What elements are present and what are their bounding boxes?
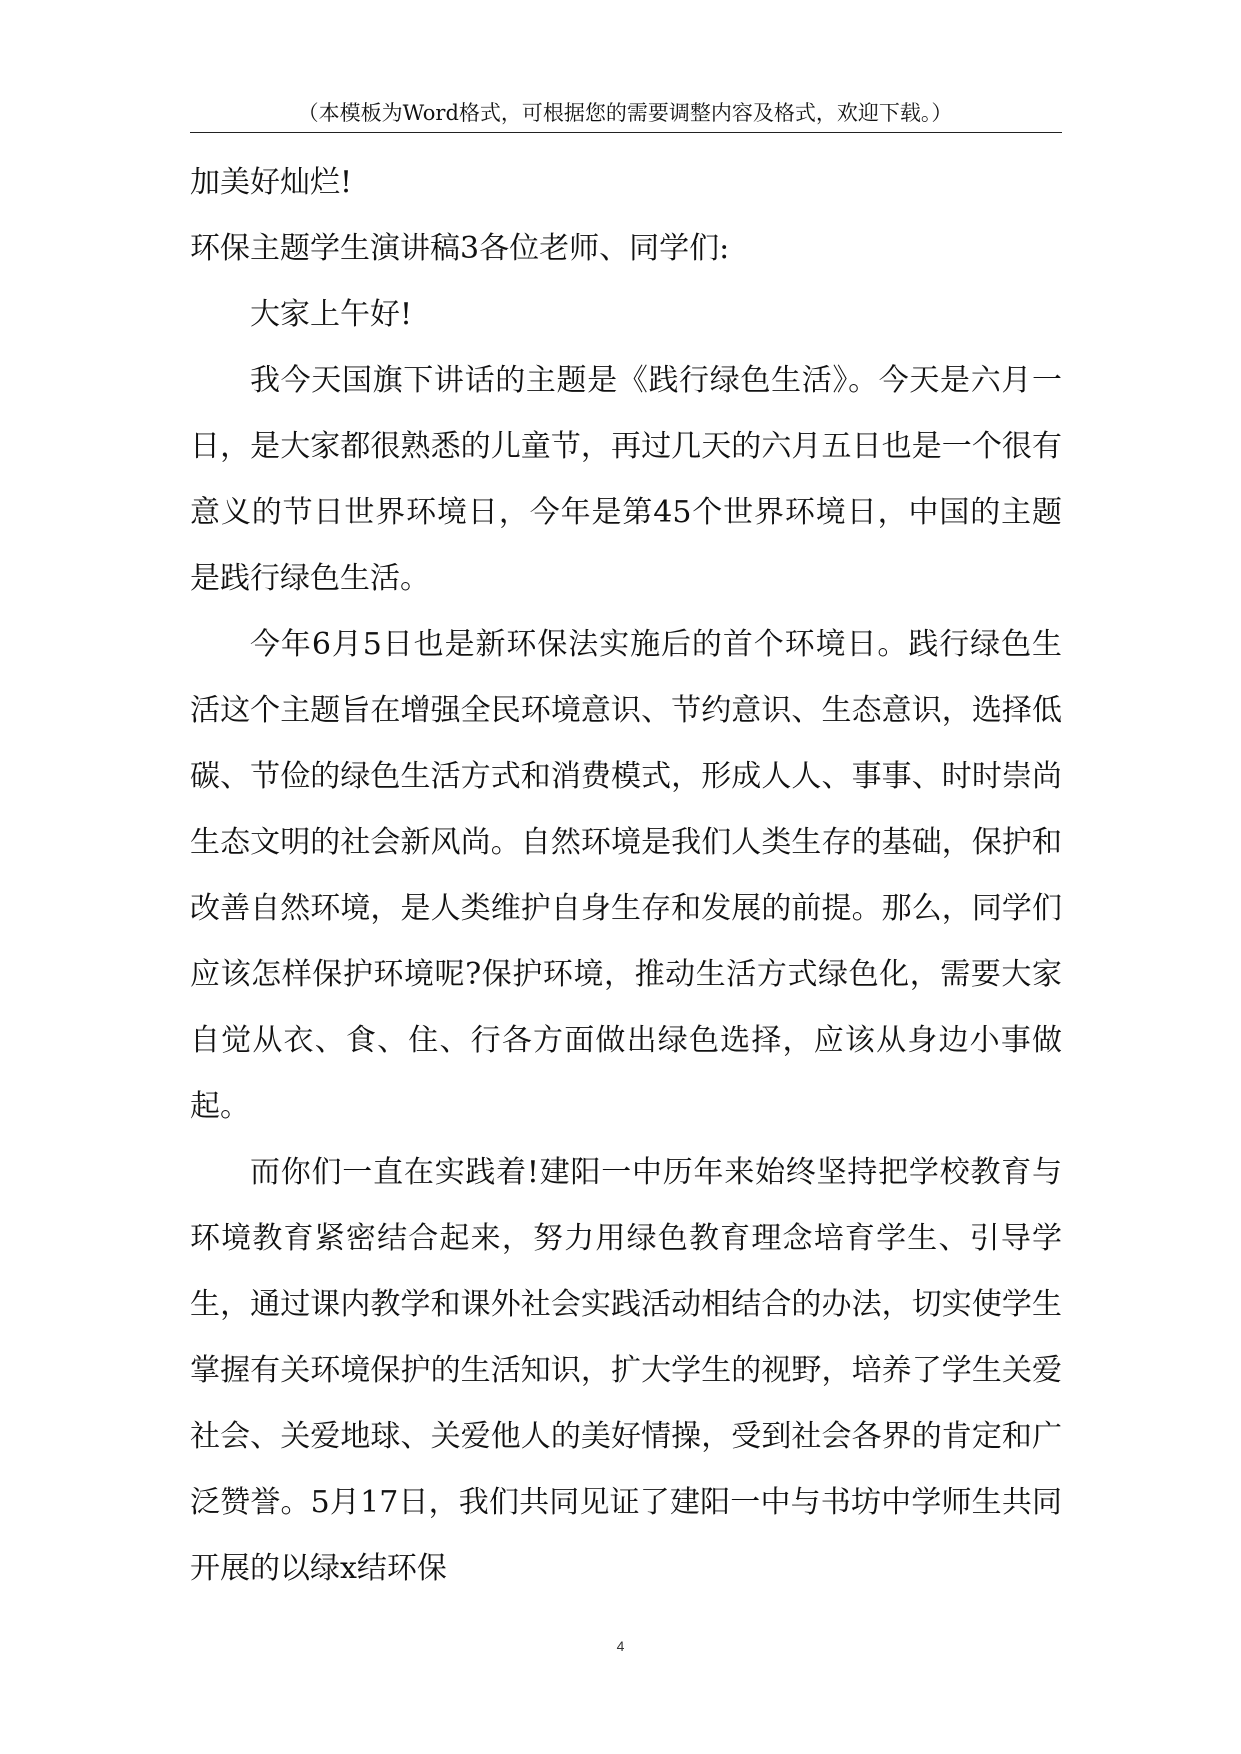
document-body bbox=[190, 150, 1062, 1602]
greeting-paragraph: 大家上午好! bbox=[250, 297, 413, 332]
template-header-note: （本模板为Word格式，可根据您的需要调整内容及格式，欢迎下载。） bbox=[297, 101, 953, 125]
body-paragraph: 而你们一直在实践着!建阳一中历年来始终坚持把学校教育与环境教育紧密结合起来，努力用绿色教育理念培育学生、引导学生，通过课内教学和课外社会实践活动相结合的办法，切实使学生掌握有关环境保护的生活知识，扩大学生的视野，培养了学生关爱社会、关爱地球、关爱他人的美好情操，受到社会各界的肯定和广泛赞誉。5月17日，我们共同见证了建阳一中与书坊中学师生共同开展的以绿x结环保 bbox=[190, 1155, 1062, 1586]
header-divider bbox=[190, 132, 1062, 133]
paragraph-continuation: 加美好灿烂! bbox=[190, 165, 353, 200]
body-paragraph: 今年6月5日也是新环保法实施后的首个环境日。践行绿色生活这个主题旨在增强全民环境意识、节约意识、生态意识，选择低碳、节俭的绿色生活方式和消费模式，形成人人、事事、时时崇尚生态文明的社会新风尚。自然环境是我们人类生存的基础，保护和改善自然环境，是人类维护自身生存和发展的前提。那么，同学们应该怎样保护环境呢?保护环境，推动生活方式绿色化，需要大家自觉从衣、食、住、行各方面做出绿色选择，应该从身边小事做起。 bbox=[190, 627, 1062, 1124]
body-paragraph: 我今天国旗下讲话的主题是《践行绿色生活》。今天是六月一日，是大家都很熟悉的儿童节，再过几天的六月五日也是一个很有意义的节日世界环境日，今年是第45个世界环境日，中国的主题是践行绿色生活。 bbox=[190, 363, 1062, 596]
section-heading: 环保主题学生演讲稿3各位老师、同学们: bbox=[190, 231, 730, 266]
page-number: 4 bbox=[616, 1638, 625, 1654]
